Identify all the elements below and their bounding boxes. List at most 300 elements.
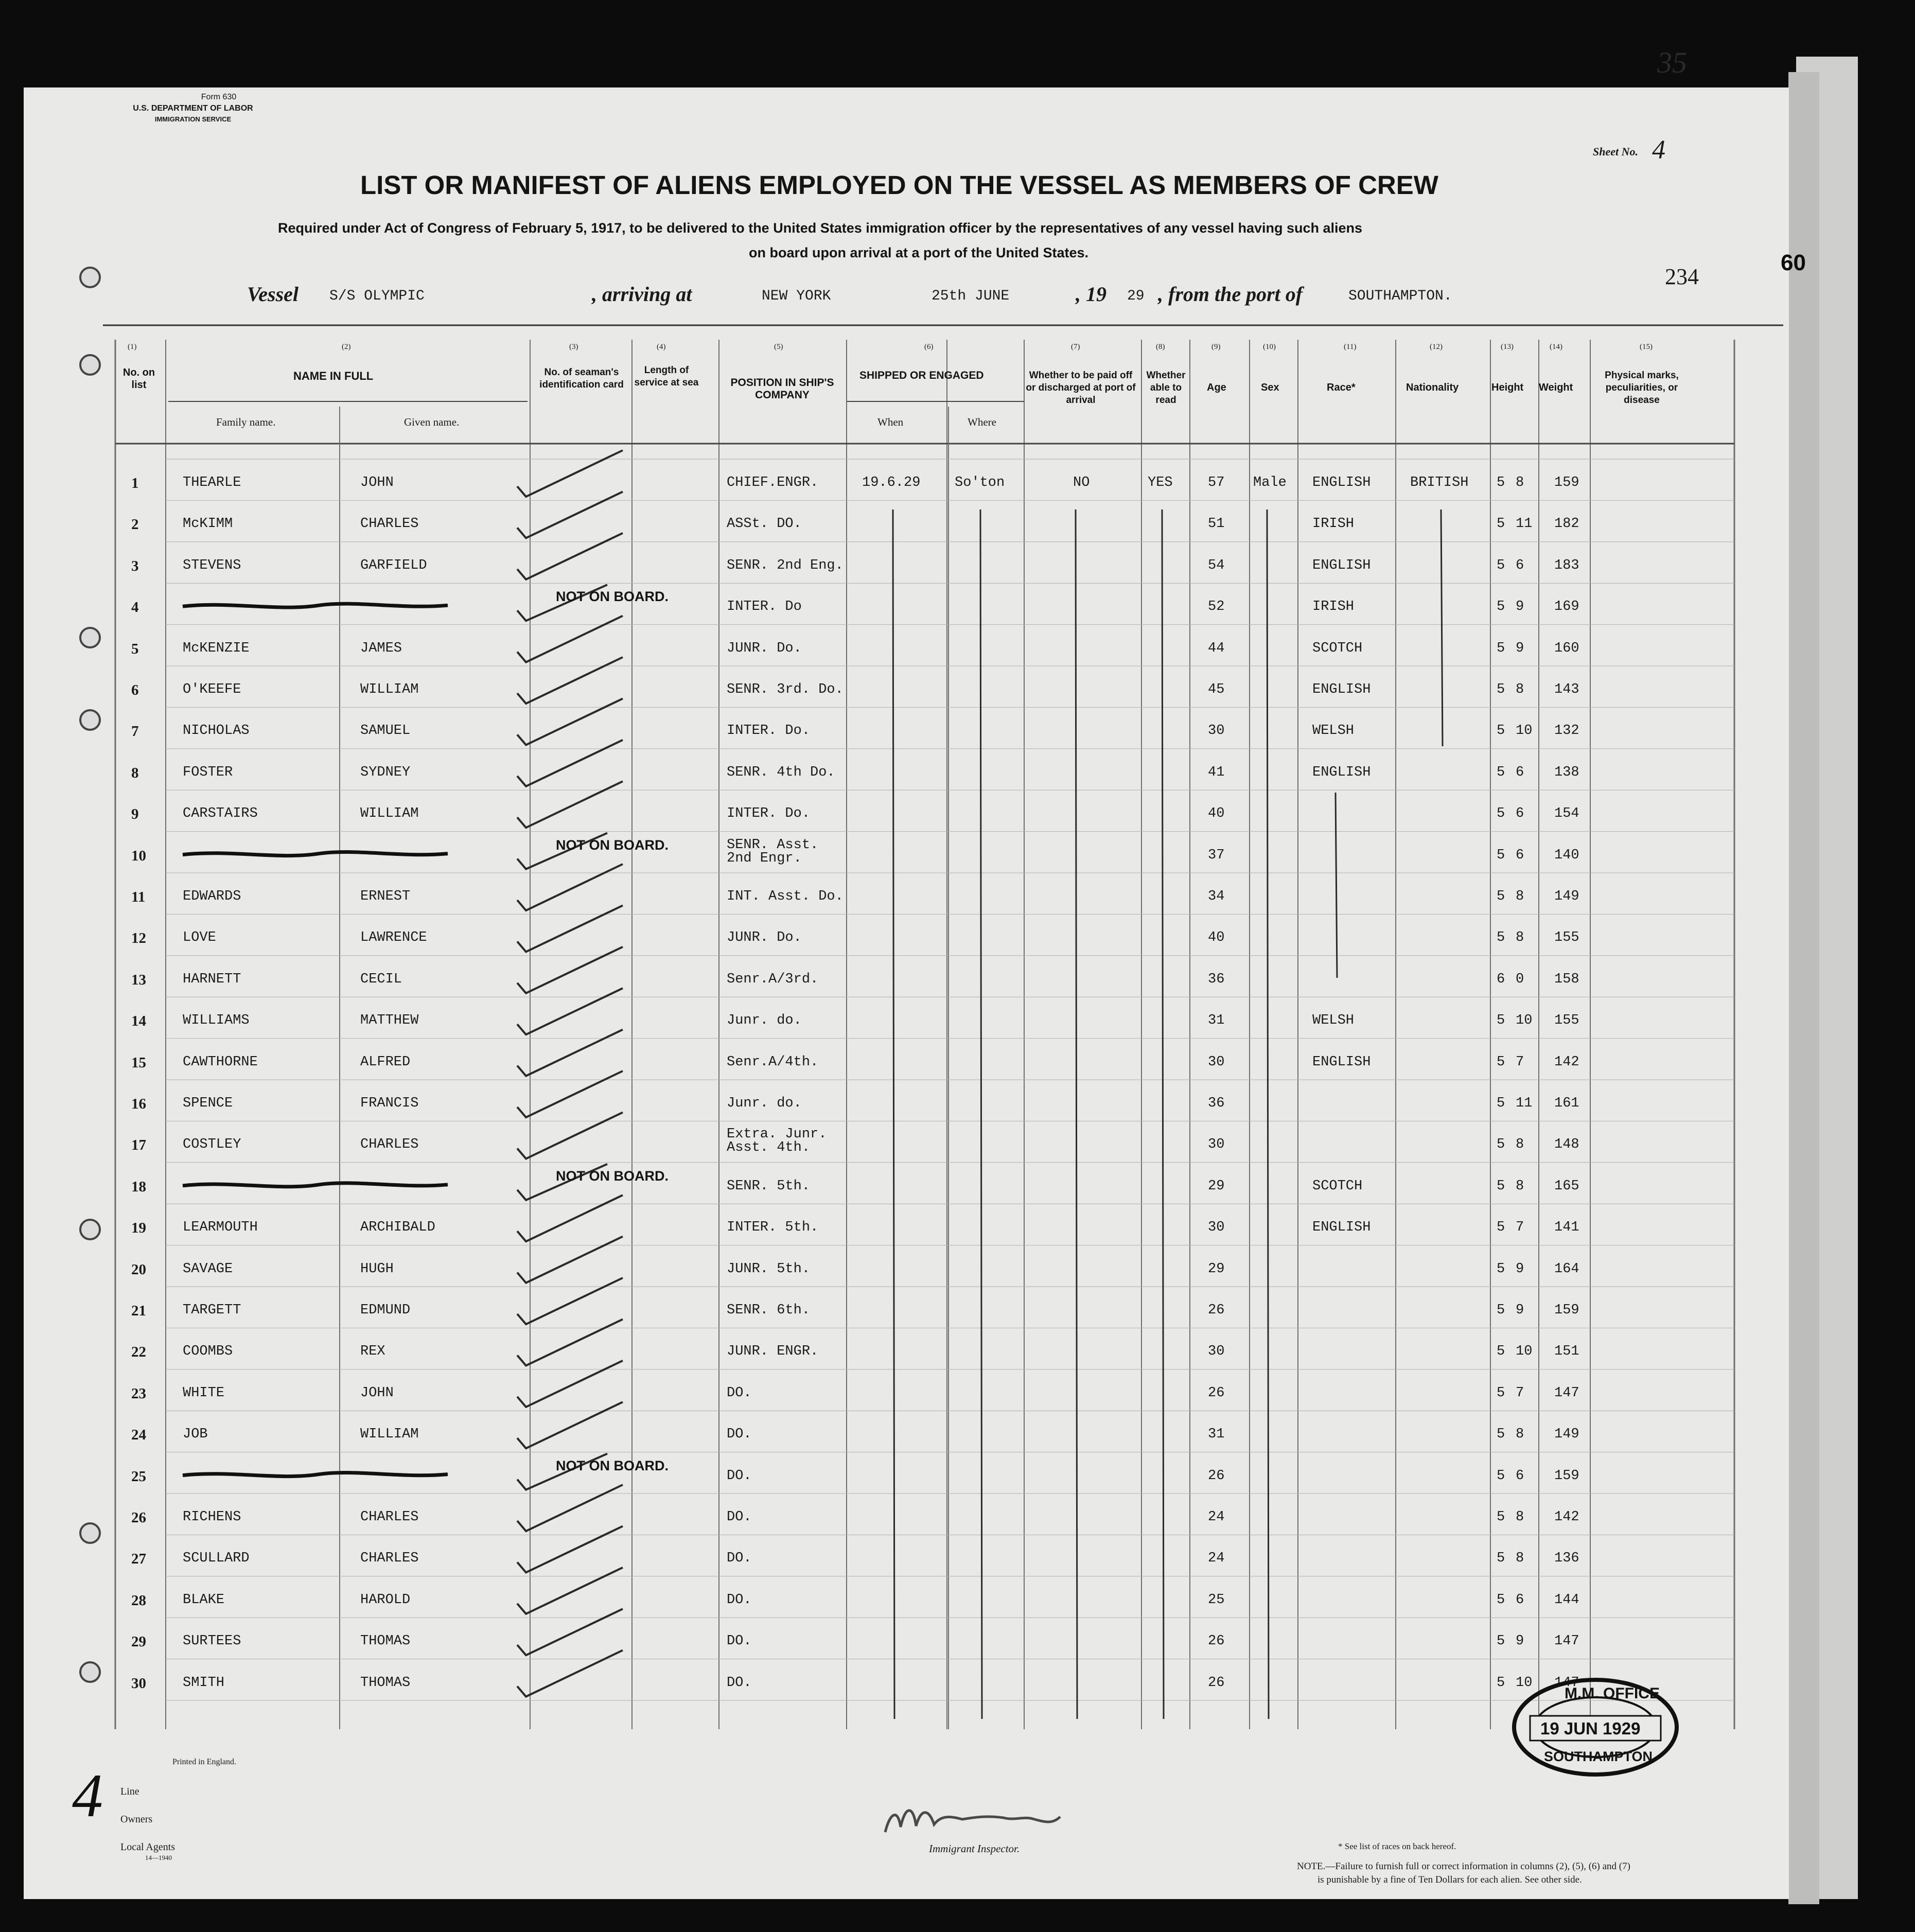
header-read: Whether able to read (1146, 370, 1186, 406)
row-number: 7 (131, 723, 139, 740)
height-feet: 5 (1497, 889, 1505, 904)
height-inches: 8 (1516, 1178, 1524, 1194)
age: 30 (1208, 723, 1225, 739)
weight: 183 (1554, 557, 1579, 573)
column-number: (9) (1211, 343, 1221, 351)
check-mark (517, 1568, 623, 1614)
given-name: FRANCIS (360, 1096, 419, 1111)
position: INTER. Do. (727, 723, 811, 739)
row-number: 12 (131, 930, 146, 947)
given-name: CHARLES (360, 1551, 419, 1567)
column-number: (7) (1071, 343, 1080, 351)
weight: 165 (1554, 1178, 1579, 1194)
height-feet: 5 (1497, 1261, 1505, 1277)
age: 29 (1208, 1178, 1225, 1194)
position: DO. (727, 1675, 752, 1691)
check-mark (517, 905, 623, 952)
weight: 136 (1554, 1551, 1579, 1567)
height-feet: 5 (1497, 806, 1505, 822)
height-feet: 5 (1497, 930, 1505, 946)
header-shipped: SHIPPED OR ENGAGED (859, 370, 984, 381)
weight: 155 (1554, 930, 1579, 946)
family-name: RICHENS (183, 1509, 241, 1525)
header-race: Race* (1327, 382, 1356, 393)
position: DO. (727, 1509, 752, 1525)
height-feet: 5 (1497, 1634, 1505, 1649)
height-inches: 6 (1516, 764, 1524, 780)
family-name: LEARMOUTH (183, 1220, 258, 1236)
check-mark (517, 864, 623, 910)
family-name: SMITH (183, 1675, 225, 1691)
weight: 169 (1554, 599, 1579, 615)
header-when: When (877, 416, 904, 428)
family-name: TARGETT (183, 1303, 241, 1318)
shipped-when: 19.6.29 (862, 475, 921, 490)
height-inches: 10 (1516, 1013, 1533, 1029)
penalty-note-2: is punishable by a fine of Ten Dollars for each alien. See other side. (1317, 1874, 1582, 1885)
family-name: SPENCE (183, 1096, 233, 1111)
height-inches: 10 (1516, 1675, 1533, 1691)
strike-through (183, 852, 448, 855)
row-number: 27 (131, 1551, 146, 1568)
weight: 142 (1554, 1509, 1579, 1525)
race: IRISH (1312, 516, 1355, 532)
year-suffix: 29 (1127, 288, 1145, 304)
position: INTER. Do (727, 599, 802, 615)
row-number: 15 (131, 1054, 146, 1071)
row-number: 2 (131, 516, 139, 533)
printed-in: Printed in England. (172, 1758, 236, 1766)
height-feet: 5 (1497, 640, 1505, 656)
nationality: BRITISH (1410, 475, 1469, 490)
position: INTER. Do. (727, 806, 811, 822)
check-mark (517, 1609, 623, 1655)
family-name: EDWARDS (183, 889, 241, 904)
race: ENGLISH (1312, 557, 1371, 573)
age: 31 (1208, 1013, 1225, 1029)
check-mark (517, 740, 623, 786)
row-number: 20 (131, 1261, 146, 1278)
family-name: BLAKE (183, 1592, 225, 1608)
age: 34 (1208, 889, 1225, 904)
height-inches: 10 (1516, 723, 1533, 739)
ditto-line (1267, 510, 1269, 1719)
race: ENGLISH (1312, 682, 1371, 697)
position: JUNR. 5th. (727, 1261, 811, 1277)
height-feet: 5 (1497, 1509, 1505, 1525)
vessel-name: S/S OLYMPIC (329, 288, 425, 304)
height-feet: 5 (1497, 1592, 1505, 1608)
position: JUNR. ENGR. (727, 1344, 819, 1360)
position: JUNR. Do. (727, 640, 802, 656)
height-inches: 8 (1516, 1509, 1524, 1525)
not-on-board-note: NOT ON BOARD. (556, 1457, 669, 1473)
page-mark: 4 (72, 1761, 103, 1830)
weight: 158 (1554, 971, 1579, 987)
row-number: 18 (131, 1178, 146, 1195)
column-number: (13) (1501, 343, 1514, 351)
age: 52 (1208, 599, 1225, 615)
height-inches: 8 (1516, 930, 1524, 946)
header-age: Age (1207, 382, 1226, 393)
height-inches: 7 (1516, 1054, 1524, 1070)
weight: 141 (1554, 1220, 1579, 1236)
weight: 151 (1554, 1344, 1579, 1360)
family-name: COOMBS (183, 1344, 233, 1360)
subtitle-line-1: Required under Act of Congress of February 5, 1917, to be delivered to the United States immigration officer by the representatives of any vessel having such aliens (278, 220, 1363, 236)
family-name: FOSTER (183, 764, 233, 780)
races-note: * See list of races on back hereof. (1338, 1841, 1456, 1851)
row-number: 25 (131, 1468, 146, 1485)
row-number: 21 (131, 1303, 146, 1319)
race: WELSH (1312, 1013, 1355, 1029)
position: Senr.A/3rd. (727, 971, 819, 987)
check-mark (517, 781, 623, 828)
height-feet: 5 (1497, 764, 1505, 780)
column-number: (15) (1640, 343, 1653, 351)
age: 26 (1208, 1675, 1225, 1691)
given-name: JOHN (360, 475, 394, 490)
column-number: (8) (1156, 343, 1165, 351)
check-mark (517, 1485, 623, 1531)
check-mark (517, 1361, 623, 1407)
given-name: GARFIELD (360, 557, 427, 573)
height-inches: 8 (1516, 1137, 1524, 1153)
edge-number: 60 (1781, 250, 1806, 275)
check-mark (517, 988, 623, 1034)
given-name: ERNEST (360, 889, 411, 904)
height-inches: 6 (1516, 847, 1524, 863)
check-mark (517, 616, 623, 662)
family-name: STEVENS (183, 557, 241, 573)
weight: 164 (1554, 1261, 1579, 1277)
race: SCOTCH (1312, 640, 1363, 656)
column-number: (2) (342, 343, 351, 351)
penalty-note-1: NOTE.—Failure to furnish full or correct information in columns (2), (5), (6) and (7) (1297, 1861, 1630, 1872)
family-name: SAVAGE (183, 1261, 233, 1277)
column-number: (1) (128, 343, 137, 351)
height-inches: 6 (1516, 557, 1524, 573)
weight: 182 (1554, 516, 1579, 532)
age: 24 (1208, 1509, 1225, 1525)
vessel-label: Vessel (247, 283, 298, 306)
header-height: Height (1491, 382, 1524, 393)
height-feet: 5 (1497, 1013, 1505, 1029)
family-name: CARSTAIRS (183, 806, 258, 822)
family-name: COSTLEY (183, 1137, 241, 1153)
check-mark (517, 450, 623, 497)
office-stamp (1510, 1676, 1680, 1779)
position: DO. (727, 1468, 752, 1484)
race: ENGLISH (1312, 475, 1371, 490)
paid-off: NO (1073, 475, 1090, 490)
height-inches: 11 (1516, 516, 1533, 532)
family-name: McKENZIE (183, 640, 250, 656)
form-code: 14—1940 (145, 1854, 172, 1861)
row-number: 5 (131, 640, 139, 657)
stamp-office: M.M. OFFICE (1565, 1685, 1660, 1702)
column-number: (14) (1550, 343, 1562, 351)
age: 41 (1208, 764, 1225, 780)
height-feet: 5 (1497, 1054, 1505, 1070)
row-number: 29 (131, 1634, 146, 1650)
height-inches: 7 (1516, 1385, 1524, 1401)
weight: 132 (1554, 723, 1579, 739)
check-mark (517, 698, 623, 745)
age: 36 (1208, 971, 1225, 987)
weight: 155 (1554, 1013, 1579, 1029)
weight: 149 (1554, 1427, 1579, 1443)
check-mark (517, 1071, 623, 1117)
column-number: (5) (774, 343, 783, 351)
race: SCOTCH (1312, 1178, 1363, 1194)
height-feet: 5 (1497, 1137, 1505, 1153)
race: IRISH (1312, 599, 1355, 615)
position: Junr. do. (727, 1096, 802, 1111)
row-number: 28 (131, 1592, 146, 1609)
row-number: 19 (131, 1220, 146, 1237)
position: SENR. Asst. 2nd Engr. (727, 837, 819, 866)
weight: 159 (1554, 475, 1579, 490)
column-number: (10) (1263, 343, 1276, 351)
check-mark (517, 491, 623, 538)
height-inches: 0 (1516, 971, 1524, 987)
position: INTER. 5th. (727, 1220, 819, 1236)
header-where: Where (968, 416, 996, 428)
given-name: CHARLES (360, 516, 419, 532)
able-to-read: YES (1148, 475, 1173, 490)
family-name: McKIMM (183, 516, 233, 532)
given-name: SYDNEY (360, 764, 411, 780)
height-feet: 5 (1497, 1468, 1505, 1484)
height-feet: 5 (1497, 1303, 1505, 1318)
form-service: IMMIGRATION SERVICE (154, 115, 232, 123)
family-name: THEARLE (183, 475, 241, 490)
height-inches: 8 (1516, 1427, 1524, 1443)
header-position: POSITION IN SHIP'S COMPANY (730, 377, 834, 401)
height-feet: 6 (1497, 971, 1505, 987)
not-on-board-note: NOT ON BOARD. (556, 589, 669, 605)
age: 36 (1208, 1096, 1225, 1111)
given-name: JOHN (360, 1385, 394, 1401)
footer-owners: Owners (120, 1814, 153, 1825)
sheet-number: 4 (1652, 135, 1665, 165)
ditto-line (1441, 510, 1443, 746)
height-feet: 5 (1497, 1675, 1505, 1691)
row-number: 11 (131, 889, 146, 905)
family-name: SURTEES (183, 1634, 241, 1649)
weight: 159 (1554, 1303, 1579, 1318)
header-name: NAME IN FULL (293, 370, 374, 382)
height-inches: 9 (1516, 1261, 1524, 1277)
height-feet: 5 (1497, 1427, 1505, 1443)
position: DO. (727, 1551, 752, 1567)
age: 30 (1208, 1220, 1225, 1236)
weight: 148 (1554, 1137, 1579, 1153)
race: ENGLISH (1312, 1220, 1371, 1236)
age: 40 (1208, 930, 1225, 946)
age: 24 (1208, 1551, 1225, 1567)
check-mark (517, 657, 623, 704)
height-inches: 6 (1516, 1592, 1524, 1608)
shipped-where: So'ton (955, 475, 1005, 490)
family-name: NICHOLAS (183, 723, 250, 739)
height-inches: 6 (1516, 1468, 1524, 1484)
age: 26 (1208, 1385, 1225, 1401)
height-inches: 8 (1516, 475, 1524, 490)
row-number: 17 (131, 1137, 146, 1154)
check-mark (517, 1195, 623, 1241)
age: 57 (1208, 475, 1225, 490)
ditto-line (1162, 510, 1164, 1719)
strike-through (183, 1472, 448, 1476)
stamp-date: 19 JUN 1929 (1540, 1719, 1641, 1738)
age: 54 (1208, 557, 1225, 573)
weight: 149 (1554, 889, 1579, 904)
check-mark (517, 1112, 623, 1158)
given-name: EDMUND (360, 1303, 411, 1318)
header-nationality: Nationality (1406, 382, 1459, 393)
family-name: WHITE (183, 1385, 225, 1401)
race: ENGLISH (1312, 764, 1371, 780)
given-name: WILLIAM (360, 806, 419, 822)
given-name: CECIL (360, 971, 402, 987)
given-name: THOMAS (360, 1675, 411, 1691)
page-title: LIST OR MANIFEST OF ALIENS EMPLOYED ON THE VESSEL AS MEMBERS OF CREW (360, 170, 1438, 200)
weight: 144 (1554, 1592, 1579, 1608)
position: SENR. 6th. (727, 1303, 811, 1318)
row-number: 22 (131, 1344, 146, 1361)
header-family: Family name. (216, 416, 276, 428)
header-paid-off: Whether to be paid off or discharged at port of arrival (1026, 370, 1136, 406)
height-feet: 5 (1497, 1385, 1505, 1401)
position: INT. Asst. Do. (727, 889, 844, 904)
age: 26 (1208, 1303, 1225, 1318)
height-inches: 9 (1516, 1303, 1524, 1318)
header-marks: Physical marks, peculiarities, or disease (1605, 370, 1679, 406)
form-department: U.S. DEPARTMENT OF LABOR (133, 104, 253, 113)
height-inches: 11 (1516, 1096, 1533, 1111)
arriving-port: NEW YORK (762, 288, 831, 304)
weight: 138 (1554, 764, 1579, 780)
weight: 147 (1554, 1675, 1579, 1691)
position: DO. (727, 1385, 752, 1401)
given-name: REX (360, 1344, 385, 1360)
height-feet: 5 (1497, 1344, 1505, 1360)
age: 45 (1208, 682, 1225, 697)
row-number: 4 (131, 599, 139, 616)
position: SENR. 2nd Eng. (727, 557, 844, 573)
race: ENGLISH (1312, 1054, 1371, 1070)
family-name: HARNETT (183, 971, 241, 987)
height-inches: 8 (1516, 889, 1524, 904)
sheet-label: Sheet No. (1593, 145, 1638, 158)
height-feet: 5 (1497, 1096, 1505, 1111)
height-feet: 5 (1497, 1178, 1505, 1194)
height-inches: 10 (1516, 1344, 1533, 1360)
not-on-board-note: NOT ON BOARD. (556, 837, 669, 853)
footer-line: Line (120, 1786, 139, 1797)
family-name: JOB (183, 1427, 208, 1443)
given-name: MATTHEW (360, 1013, 419, 1029)
strike-through (183, 1183, 448, 1187)
page-number: 234 (1665, 264, 1699, 289)
age: 26 (1208, 1634, 1225, 1649)
year-prefix: , 19 (1076, 283, 1106, 306)
age: 51 (1208, 516, 1225, 532)
family-name: O'KEEFE (183, 682, 241, 697)
given-name: HAROLD (360, 1592, 411, 1608)
race: WELSH (1312, 723, 1355, 739)
family-name: CAWTHORNE (183, 1054, 258, 1070)
weight: 147 (1554, 1385, 1579, 1401)
height-feet: 5 (1497, 847, 1505, 863)
column-number: (12) (1430, 343, 1443, 351)
header-given: Given name. (404, 416, 460, 428)
position: Extra. Junr. Asst. 4th. (727, 1127, 827, 1156)
ditto-line (1336, 793, 1337, 978)
check-mark (517, 1030, 623, 1076)
header-length: Length of service at sea (634, 365, 699, 388)
header-weight: Weight (1539, 382, 1573, 393)
weight: 161 (1554, 1096, 1579, 1111)
age: 29 (1208, 1261, 1225, 1277)
given-name: JAMES (360, 640, 402, 656)
row-number: 13 (131, 971, 146, 988)
height-inches: 7 (1516, 1220, 1524, 1236)
row-number: 10 (131, 847, 146, 864)
height-feet: 5 (1497, 723, 1505, 739)
age: 40 (1208, 806, 1225, 822)
given-name: WILLIAM (360, 682, 419, 697)
weight: 143 (1554, 682, 1579, 697)
ditto-line (980, 510, 982, 1719)
weight: 142 (1554, 1054, 1579, 1070)
arriving-label: , arriving at (592, 283, 692, 306)
height-inches: 6 (1516, 806, 1524, 822)
check-mark (517, 947, 623, 993)
given-name: ALFRED (360, 1054, 411, 1070)
stamp-port: SOUTHAMPTON (1544, 1749, 1653, 1764)
column-number: (3) (569, 343, 578, 351)
height-inches: 9 (1516, 640, 1524, 656)
corner-number: 35 (1657, 46, 1687, 79)
row-number: 3 (131, 557, 139, 574)
row-number: 16 (131, 1096, 146, 1112)
given-name: CHARLES (360, 1137, 419, 1153)
weight: 160 (1554, 640, 1579, 656)
sex: Male (1253, 475, 1287, 490)
from-label: , from the port of (1158, 283, 1303, 306)
given-name: SAMUEL (360, 723, 411, 739)
height-inches: 9 (1516, 599, 1524, 615)
position: Senr.A/4th. (727, 1054, 819, 1070)
height-inches: 8 (1516, 682, 1524, 697)
age: 30 (1208, 1344, 1225, 1360)
column-number: (11) (1344, 343, 1357, 351)
ditto-line (1076, 510, 1077, 1719)
given-name: WILLIAM (360, 1427, 419, 1443)
age: 26 (1208, 1468, 1225, 1484)
height-feet: 5 (1497, 682, 1505, 697)
form-number: Form 630 (201, 93, 237, 101)
column-number: (6) (924, 343, 934, 351)
row-number: 24 (131, 1427, 146, 1444)
position: DO. (727, 1592, 752, 1608)
row-number: 8 (131, 764, 139, 781)
given-name: THOMAS (360, 1634, 411, 1649)
not-on-board-note: NOT ON BOARD. (556, 1168, 669, 1184)
